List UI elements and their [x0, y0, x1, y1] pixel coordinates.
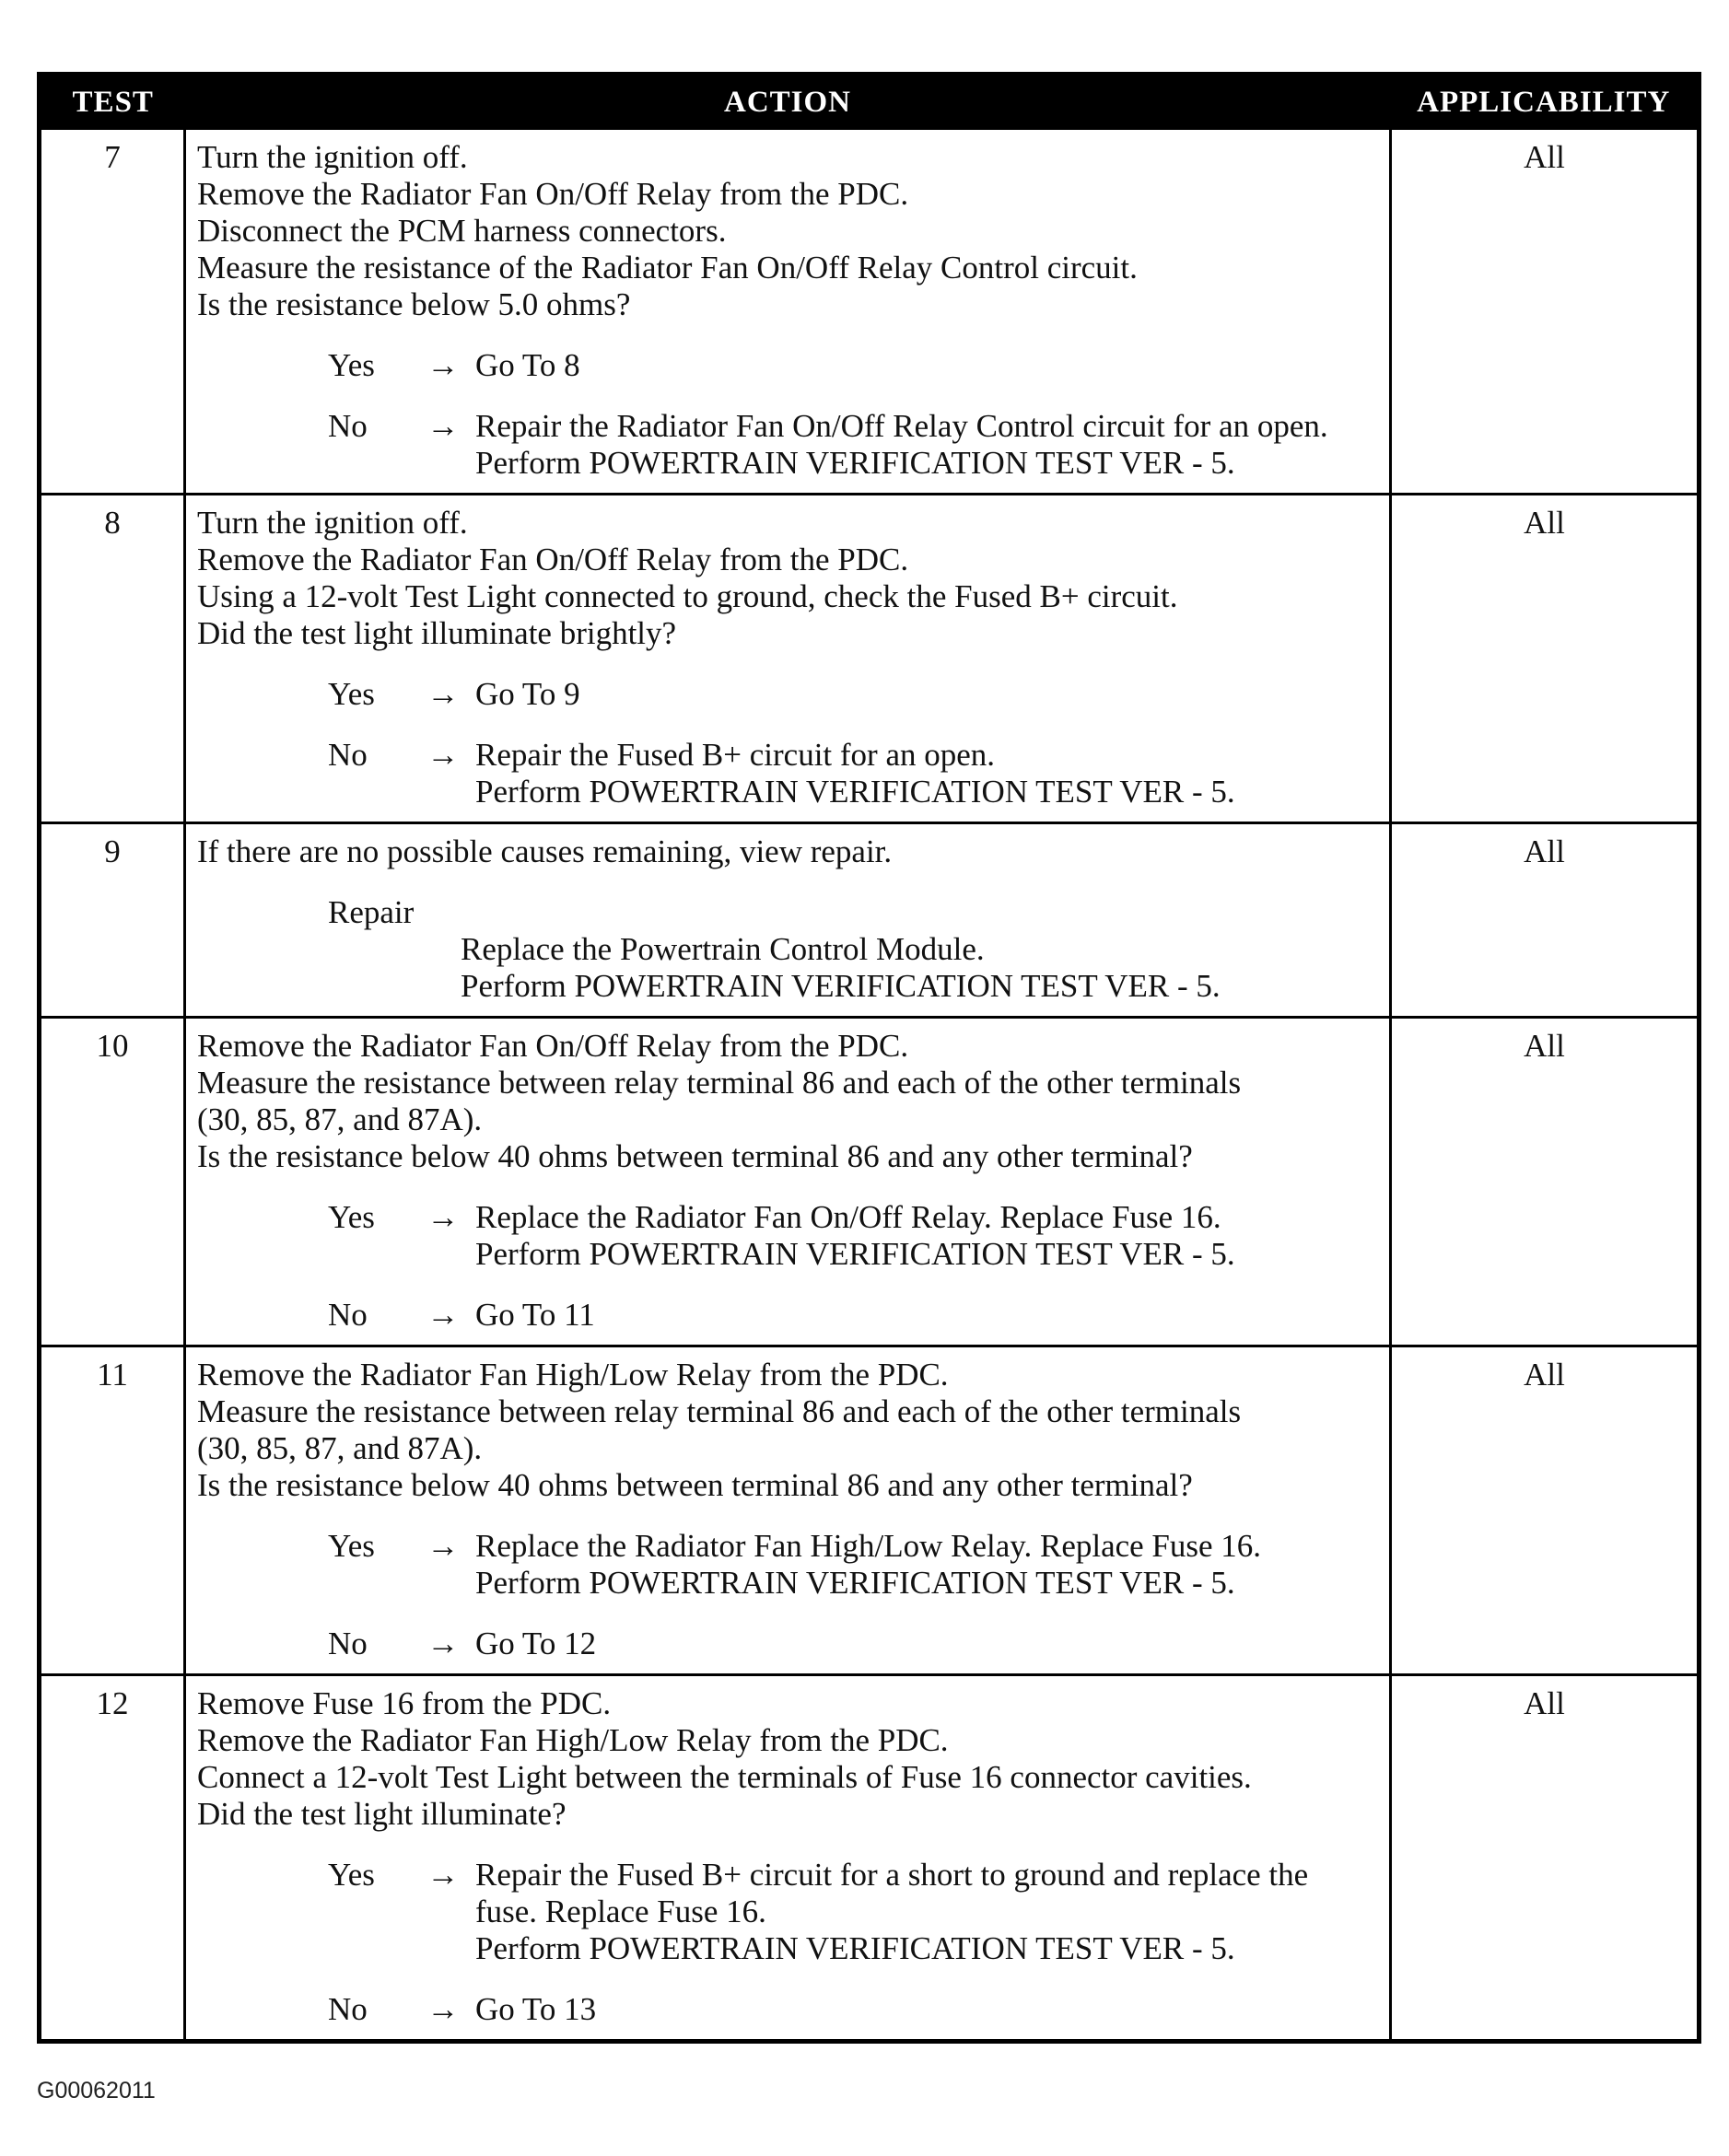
- action-line: Remove the Radiator Fan High/Low Relay from the PDC.: [197, 1357, 949, 1393]
- no-result: [475, 408, 1380, 482]
- no-result: [475, 737, 1380, 810]
- yes-option: [197, 676, 1380, 713]
- action-line: Did the test light illuminate brightly?: [197, 615, 677, 651]
- arrow-icon: →: [426, 737, 460, 773]
- test-number: 11: [40, 1346, 185, 1675]
- no-result: [475, 1626, 1380, 1662]
- yes-result: [475, 1528, 1380, 1602]
- table-row: [40, 1018, 1700, 1346]
- yes-result: [475, 347, 1380, 384]
- action-line: Turn the ignition off.: [197, 505, 468, 541]
- header-action: ACTION: [185, 75, 1391, 129]
- arrow-icon: →: [426, 1199, 460, 1235]
- no-label: No: [328, 737, 368, 773]
- result-line: Perform POWERTRAIN VERIFICATION TEST VER - 5.: [475, 1930, 1235, 1966]
- result-line: Replace the Radiator Fan High/Low Relay. Replace Fuse 16.: [475, 1528, 1262, 1564]
- action-cell: [185, 1675, 1391, 2042]
- arrow-icon: →: [426, 1528, 460, 1564]
- no-option: [197, 408, 1380, 482]
- result-line: Perform POWERTRAIN VERIFICATION TEST VER - 5.: [475, 445, 1235, 481]
- figure-id: G00062011: [37, 2078, 156, 2104]
- table-row: [40, 1675, 1700, 2042]
- no-option: [197, 737, 1380, 810]
- test-number: 12: [40, 1675, 185, 2042]
- action-line: Turn the ignition off.: [197, 139, 468, 175]
- arrow-icon: →: [426, 408, 460, 444]
- yes-option: [197, 1528, 1380, 1602]
- test-number: 7: [40, 129, 185, 495]
- result-line: Perform POWERTRAIN VERIFICATION TEST VER - 5.: [475, 1236, 1235, 1272]
- result-line: Replace the Powertrain Control Module.: [461, 931, 985, 967]
- table-header: [40, 75, 1700, 129]
- applicability-value: All: [1391, 1018, 1700, 1346]
- result-line: Go To 12: [475, 1626, 597, 1661]
- result-line: Perform POWERTRAIN VERIFICATION TEST VER - 5.: [461, 968, 1221, 1004]
- applicability-value: All: [1391, 823, 1700, 1018]
- action-line: Is the resistance below 40 ohms between terminal 86 and any other terminal?: [197, 1138, 1193, 1174]
- result-line: Go To 11: [475, 1297, 595, 1333]
- yes-result: [475, 1199, 1380, 1273]
- applicability-value: All: [1391, 1675, 1700, 2042]
- test-number: 10: [40, 1018, 185, 1346]
- applicability-value: All: [1391, 129, 1700, 495]
- action-line: Remove the Radiator Fan On/Off Relay from the PDC.: [197, 176, 909, 212]
- result-line: Go To 8: [475, 347, 580, 383]
- action-line: Disconnect the PCM harness connectors.: [197, 213, 727, 249]
- action-line: Measure the resistance of the Radiator Fan On/Off Relay Control circuit.: [197, 250, 1138, 286]
- action-line: Connect a 12-volt Test Light between the terminals of Fuse 16 connector cavities.: [197, 1759, 1252, 1795]
- action-cell: [185, 1018, 1391, 1346]
- action-line: Using a 12-volt Test Light connected to ground, check the Fused B+ circuit.: [197, 578, 1178, 614]
- action-line: Remove the Radiator Fan On/Off Relay from the PDC.: [197, 542, 909, 577]
- table-body: [40, 129, 1700, 2042]
- arrow-icon: →: [426, 1626, 460, 1661]
- yes-result: [475, 676, 1380, 713]
- arrow-icon: →: [426, 676, 460, 712]
- action-cell: [185, 129, 1391, 495]
- action-line: Remove the Radiator Fan High/Low Relay from the PDC.: [197, 1722, 949, 1758]
- result-line: Repair the Radiator Fan On/Off Relay Control circuit for an open.: [475, 408, 1328, 444]
- no-label: No: [328, 1991, 368, 2027]
- yes-label: Yes: [328, 1199, 375, 1235]
- repair-label: Repair: [328, 894, 415, 930]
- action-line: (30, 85, 87, and 87A).: [197, 1101, 483, 1137]
- yes-label: Yes: [328, 1528, 375, 1564]
- action-cell: [185, 823, 1391, 1018]
- no-label: No: [328, 408, 368, 444]
- arrow-icon: →: [426, 347, 460, 383]
- yes-label: Yes: [328, 1857, 375, 1893]
- action-line: Measure the resistance between relay terminal 86 and each of the other terminals: [197, 1393, 1242, 1429]
- result-line: fuse. Replace Fuse 16.: [475, 1894, 766, 1929]
- result-line: Go To 13: [475, 1991, 597, 2027]
- action-cell: [185, 495, 1391, 823]
- result-line: Perform POWERTRAIN VERIFICATION TEST VER - 5.: [475, 774, 1235, 810]
- header-test: TEST: [40, 75, 185, 129]
- action-line: If there are no possible causes remaining, view repair.: [197, 833, 893, 869]
- table-row: [40, 1346, 1700, 1675]
- result-line: Repair the Fused B+ circuit for an open.: [475, 737, 996, 773]
- no-label: No: [328, 1626, 368, 1661]
- yes-result: [475, 1857, 1380, 1967]
- yes-option: [197, 1199, 1380, 1273]
- table-row: [40, 823, 1700, 1018]
- action-line: Measure the resistance between relay terminal 86 and each of the other terminals: [197, 1065, 1242, 1101]
- test-number: 8: [40, 495, 185, 823]
- result-line: Perform POWERTRAIN VERIFICATION TEST VER - 5.: [475, 1565, 1235, 1601]
- yes-label: Yes: [328, 676, 375, 712]
- applicability-value: All: [1391, 495, 1700, 823]
- result-line: Go To 9: [475, 676, 580, 712]
- no-result: [475, 1297, 1380, 1334]
- action-line: Is the resistance below 5.0 ohms?: [197, 286, 631, 322]
- yes-option: [197, 347, 1380, 384]
- test-number: 9: [40, 823, 185, 1018]
- no-option: [197, 1626, 1380, 1662]
- no-label: No: [328, 1297, 368, 1333]
- header-applicability: APPLICABILITY: [1391, 75, 1700, 129]
- action-line: (30, 85, 87, and 87A).: [197, 1430, 483, 1466]
- action-line: Remove the Radiator Fan On/Off Relay from the PDC.: [197, 1028, 909, 1064]
- result-line: Replace the Radiator Fan On/Off Relay. Replace Fuse 16.: [475, 1199, 1221, 1235]
- arrow-icon: →: [426, 1297, 460, 1333]
- arrow-icon: →: [426, 1991, 460, 2027]
- table-row: [40, 129, 1700, 495]
- applicability-value: All: [1391, 1346, 1700, 1675]
- action-line: Is the resistance below 40 ohms between terminal 86 and any other terminal?: [197, 1467, 1193, 1503]
- repair-result: [461, 931, 1380, 1005]
- arrow-icon: →: [426, 1857, 460, 1893]
- no-option: [197, 1297, 1380, 1334]
- action-line: Did the test light illuminate?: [197, 1796, 567, 1832]
- action-line: Remove Fuse 16 from the PDC.: [197, 1685, 612, 1721]
- diagnostic-test-table: [37, 72, 1701, 2044]
- table-row: [40, 495, 1700, 823]
- no-option: [197, 1991, 1380, 2028]
- yes-label: Yes: [328, 347, 375, 383]
- yes-option: [197, 1857, 1380, 1967]
- action-cell: [185, 1346, 1391, 1675]
- no-result: [475, 1991, 1380, 2028]
- result-line: Repair the Fused B+ circuit for a short to ground and replace the: [475, 1857, 1309, 1893]
